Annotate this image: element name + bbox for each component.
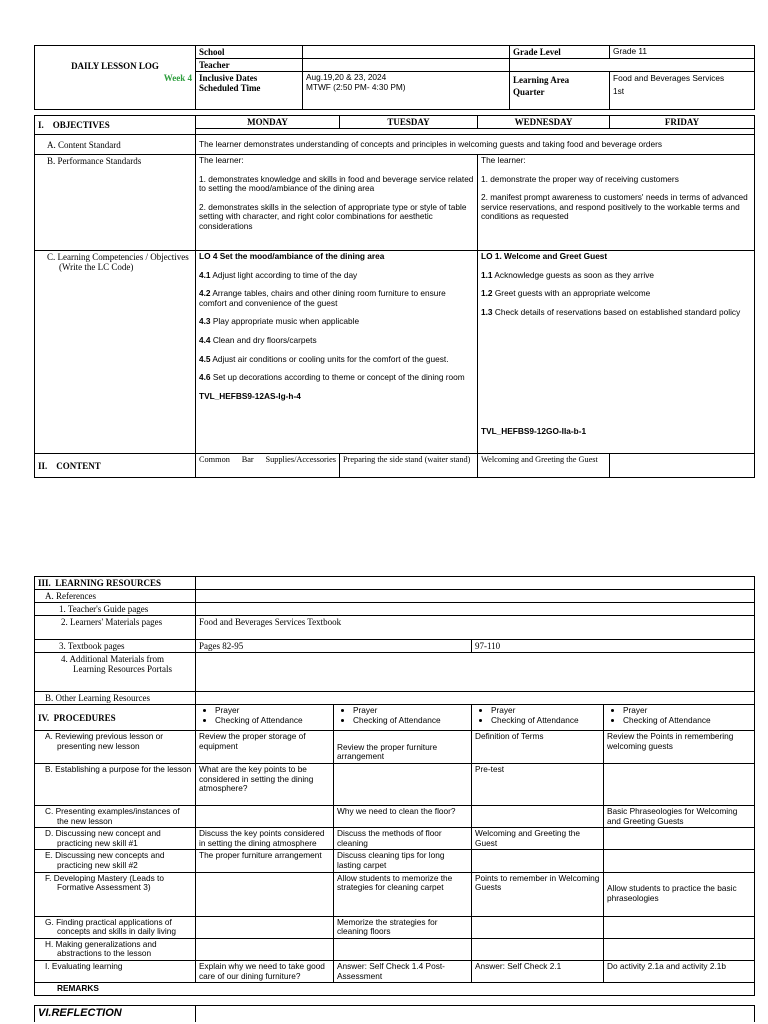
procedure-cell-monday: Discuss the key points considered in setting the dining atmosphere bbox=[196, 828, 334, 850]
procedure-cell-tuesday: Discuss cleaning tips for long lasting carpet bbox=[334, 850, 472, 872]
inclusive-dates-label: Inclusive Dates bbox=[199, 73, 258, 83]
other-resources-label: B. Other Learning Resources bbox=[35, 692, 196, 705]
comp-left-item: 4.1 Adjust light according to time of the day bbox=[199, 269, 358, 280]
prayer-item: • Prayer bbox=[491, 706, 600, 716]
procedure-cell-friday bbox=[604, 850, 755, 872]
perf-right-1: 1. demonstrate the proper way of receiving customers bbox=[481, 173, 679, 184]
comp-right-item: 1.2 Greet guests with an appropriate welcome bbox=[481, 288, 651, 299]
procedure-cell-monday: Review the proper storage of equipment bbox=[196, 731, 334, 764]
content-monday: Common Bar Supplies/Accessories bbox=[196, 454, 340, 478]
comp-left-title: LO 4 Set the mood/ambiance of the dining area bbox=[199, 251, 385, 261]
textbook-pages-label: 3. Textbook pages bbox=[35, 640, 196, 653]
reflection-table bbox=[34, 1005, 755, 1022]
procedure-cell-tuesday: Review the proper furniture arrangement bbox=[334, 731, 472, 764]
dates-time-values bbox=[303, 72, 510, 110]
perf-right-2: 2. manifest prompt awareness to customers' needs in terms of advanced service reservations, and respond positively to the workable terms and conditions as requested bbox=[481, 192, 748, 222]
resources-blank bbox=[196, 577, 755, 590]
day-wednesday: WEDNESDAY bbox=[478, 116, 610, 129]
inclusive-dates-value: Aug.19,20 & 23, 2024 bbox=[306, 72, 387, 82]
procedure-cell-monday bbox=[196, 916, 334, 938]
teachers-guide-blank bbox=[196, 603, 755, 616]
references-label: A. References bbox=[35, 590, 196, 603]
comp-left-item: 4.6 Set up decorations according to theme or concept of the dining room bbox=[199, 372, 465, 383]
perf-left-intro: The learner: bbox=[199, 155, 244, 165]
grade-level-value: Grade 11 bbox=[610, 46, 755, 59]
procedure-cell-friday bbox=[604, 916, 755, 938]
procedures-tuesday-opening bbox=[334, 705, 472, 731]
lesson-log-bottom-table bbox=[34, 576, 755, 996]
other-resources-blank bbox=[196, 692, 755, 705]
resources-heading: III. LEARNING RESOURCES bbox=[35, 577, 196, 590]
procedure-cell-friday: Allow students to practice the basic phraseologies bbox=[604, 872, 755, 916]
learners-materials-value: Food and Beverages Services Textbook bbox=[196, 616, 755, 640]
procedures-wednesday-opening bbox=[472, 705, 604, 731]
additional-materials-blank bbox=[196, 653, 755, 692]
learners-materials-label: 2. Learners' Materials pages bbox=[35, 616, 196, 640]
teacher-value[interactable] bbox=[303, 59, 510, 72]
perf-right-intro: The learner: bbox=[481, 155, 526, 165]
content-friday bbox=[610, 454, 755, 478]
comp-right-item: 1.1 Acknowledge guests as soon as they arrive bbox=[481, 269, 654, 280]
procedure-label: B. Establishing a purpose for the lesson bbox=[35, 764, 196, 806]
procedure-label: C. Presenting examples/instances of the new lesson bbox=[35, 806, 196, 828]
prayer-item: • Prayer bbox=[353, 706, 468, 716]
comp-right-code: TVL_HEFBS9-12GO-IIa-b-1 bbox=[481, 426, 587, 436]
learning-competencies-label: C. Learning Competencies / Objectives (Write the LC Code) bbox=[35, 251, 196, 454]
area-quarter-labels bbox=[510, 72, 610, 110]
content-wednesday: Welcoming and Greeting the Guest bbox=[478, 454, 610, 478]
learning-area-label: Learning Area bbox=[513, 75, 570, 85]
procedure-cell-monday: Explain why we need to take good care of our dining furniture? bbox=[196, 960, 334, 982]
perf-left-1: 1. demonstrates knowledge and skills in food and beverage service related to setting the mood/ambiance of the dining area bbox=[199, 173, 474, 194]
scheduled-time-label: Scheduled Time bbox=[199, 83, 261, 93]
school-value[interactable] bbox=[303, 46, 510, 59]
day-monday: MONDAY bbox=[196, 116, 340, 129]
performance-standards-right bbox=[478, 155, 755, 251]
procedure-cell-wednesday: Points to remember in Welcoming Guests bbox=[472, 872, 604, 916]
procedure-cell-tuesday: Why we need to clean the floor? bbox=[334, 806, 472, 828]
comp-left-item: 4.2 Arrange tables, chairs and other dining room furniture to ensure comfort and convenience of the guest bbox=[199, 288, 446, 308]
procedure-label: F. Developing Mastery (Leads to Formative Assessment 3) bbox=[35, 872, 196, 916]
procedure-cell-friday: Review the Points in remembering welcoming guests bbox=[604, 731, 755, 764]
procedure-label: G. Finding practical applications of concepts and skills in daily living bbox=[35, 916, 196, 938]
procedure-cell-monday: The proper furniture arrangement bbox=[196, 850, 334, 872]
procedure-label: E. Discussing new concepts and practicing new skill #2 bbox=[35, 850, 196, 872]
procedure-cell-tuesday: Answer: Self Check 1.4 Post-Assessment bbox=[334, 960, 472, 982]
comp-left-code: TVL_HEFBS9-12AS-Ig-h-4 bbox=[199, 390, 301, 401]
performance-standards-label: B. Performance Standards bbox=[35, 155, 196, 251]
procedures-friday-opening bbox=[604, 705, 755, 731]
procedure-cell-wednesday: Answer: Self Check 2.1 bbox=[472, 960, 604, 982]
procedure-cell-monday: What are the key points to be considered in setting the dining atmosphere? bbox=[196, 764, 334, 806]
procedure-label: A. Reviewing previous lesson or presenting new lesson bbox=[35, 731, 196, 764]
comp-left-item: 4.5 Adjust air conditions or cooling units for the comfort of the guest. bbox=[199, 353, 449, 364]
textbook-pages-monday: Pages 82-95 bbox=[196, 640, 472, 653]
content-heading: II. CONTENT bbox=[35, 454, 196, 478]
grade-spacer bbox=[510, 59, 755, 72]
procedure-cell-friday bbox=[604, 828, 755, 850]
procedure-cell-wednesday bbox=[472, 938, 604, 960]
prayer-item: • Prayer bbox=[215, 706, 330, 716]
procedures-monday-opening bbox=[196, 705, 334, 731]
procedures-heading: IV. PROCEDURES bbox=[35, 705, 196, 731]
reflection-label: VI.REFLECTION bbox=[35, 1006, 196, 1022]
attendance-item: • Checking of Attendance bbox=[623, 716, 751, 726]
reflection-blank bbox=[196, 1006, 755, 1022]
competencies-right bbox=[478, 251, 755, 454]
remarks-label: REMARKS bbox=[35, 983, 755, 996]
week-cell bbox=[35, 72, 196, 110]
teachers-guide-label: 1. Teacher's Guide pages bbox=[35, 603, 196, 616]
procedure-label: D. Discussing new concept and practicing new skill #1 bbox=[35, 828, 196, 850]
procedure-cell-monday bbox=[196, 872, 334, 916]
performance-standards-left bbox=[196, 155, 478, 251]
procedure-cell-wednesday: Pre-test bbox=[472, 764, 604, 806]
procedure-cell-tuesday bbox=[334, 764, 472, 806]
perf-left-2: 2. demonstrates skills in the selection of appropriate type or style of table setting with character, and right color combinations for aesthetic considerations bbox=[199, 201, 467, 231]
attendance-item: • Checking of Attendance bbox=[353, 716, 468, 726]
comp-right-title: LO 1. Welcome and Greet Guest bbox=[481, 251, 608, 261]
lesson-log-top-table bbox=[34, 45, 755, 478]
procedure-label: I. Evaluating learning bbox=[35, 960, 196, 982]
textbook-pages-wednesday: 97-110 bbox=[472, 640, 755, 653]
procedure-cell-tuesday bbox=[334, 938, 472, 960]
teacher-label: Teacher bbox=[196, 59, 303, 72]
content-standard-label: A. Content Standard bbox=[35, 135, 196, 155]
day-friday: FRIDAY bbox=[610, 116, 755, 129]
procedure-cell-monday bbox=[196, 806, 334, 828]
procedure-cell-wednesday bbox=[472, 806, 604, 828]
comp-right-item: 1.3 Check details of reservations based on established standard policy bbox=[481, 306, 741, 317]
attendance-item: • Checking of Attendance bbox=[491, 716, 600, 726]
references-blank bbox=[196, 590, 755, 603]
procedure-cell-tuesday: Discuss the methods of floor cleaning bbox=[334, 828, 472, 850]
day-tuesday: TUESDAY bbox=[340, 116, 478, 129]
dates-time-labels bbox=[196, 72, 303, 110]
procedure-cell-friday bbox=[604, 764, 755, 806]
content-tuesday: Preparing the side stand (waiter stand) bbox=[340, 454, 478, 478]
week-label: Week 4 bbox=[163, 72, 192, 83]
procedure-cell-friday: Do activity 2.1a and activity 2.1b bbox=[604, 960, 755, 982]
procedure-cell-wednesday: Definition of Terms bbox=[472, 731, 604, 764]
procedure-cell-tuesday: Memorize the strategies for cleaning floors bbox=[334, 916, 472, 938]
prayer-item: • Prayer bbox=[623, 706, 751, 716]
school-label: School bbox=[196, 46, 303, 59]
additional-materials-label: 4. Additional Materials from Learning Resources Portals bbox=[35, 653, 196, 692]
procedure-cell-monday bbox=[196, 938, 334, 960]
quarter-value: 1st bbox=[613, 85, 625, 96]
comp-left-item: 4.4 Clean and dry floors/carpets bbox=[199, 334, 317, 345]
grade-level-label: Grade Level bbox=[510, 46, 610, 59]
scheduled-time-value: MTWF (2:50 PM- 4:30 PM) bbox=[306, 81, 406, 92]
procedure-cell-wednesday: Welcoming and Greeting the Guest bbox=[472, 828, 604, 850]
procedure-cell-tuesday: Allow students to memorize the strategies for cleaning carpet bbox=[334, 872, 472, 916]
procedure-cell-friday: Basic Phraseologies for Welcoming and Greeting Guests bbox=[604, 806, 755, 828]
procedure-cell-wednesday bbox=[472, 916, 604, 938]
procedure-cell-friday bbox=[604, 938, 755, 960]
quarter-label: Quarter bbox=[513, 87, 545, 97]
attendance-item: • Checking of Attendance bbox=[215, 716, 330, 726]
log-title: DAILY LESSON LOG bbox=[71, 60, 159, 71]
procedure-label: H. Making generalizations and abstractions to the lesson bbox=[35, 938, 196, 960]
title-cell bbox=[35, 46, 196, 72]
area-quarter-values bbox=[610, 72, 755, 110]
content-standard-text: The learner demonstrates understanding of concepts and principles in welcoming guests and taking food and beverage orders bbox=[196, 135, 755, 155]
procedure-cell-wednesday bbox=[472, 850, 604, 872]
comp-left-item: 4.3 Play appropriate music when applicable bbox=[199, 316, 360, 327]
competencies-left bbox=[196, 251, 478, 454]
objectives-heading: I. OBJECTIVES bbox=[35, 116, 196, 135]
learning-area-value: Food and Beverages Services bbox=[613, 73, 725, 83]
